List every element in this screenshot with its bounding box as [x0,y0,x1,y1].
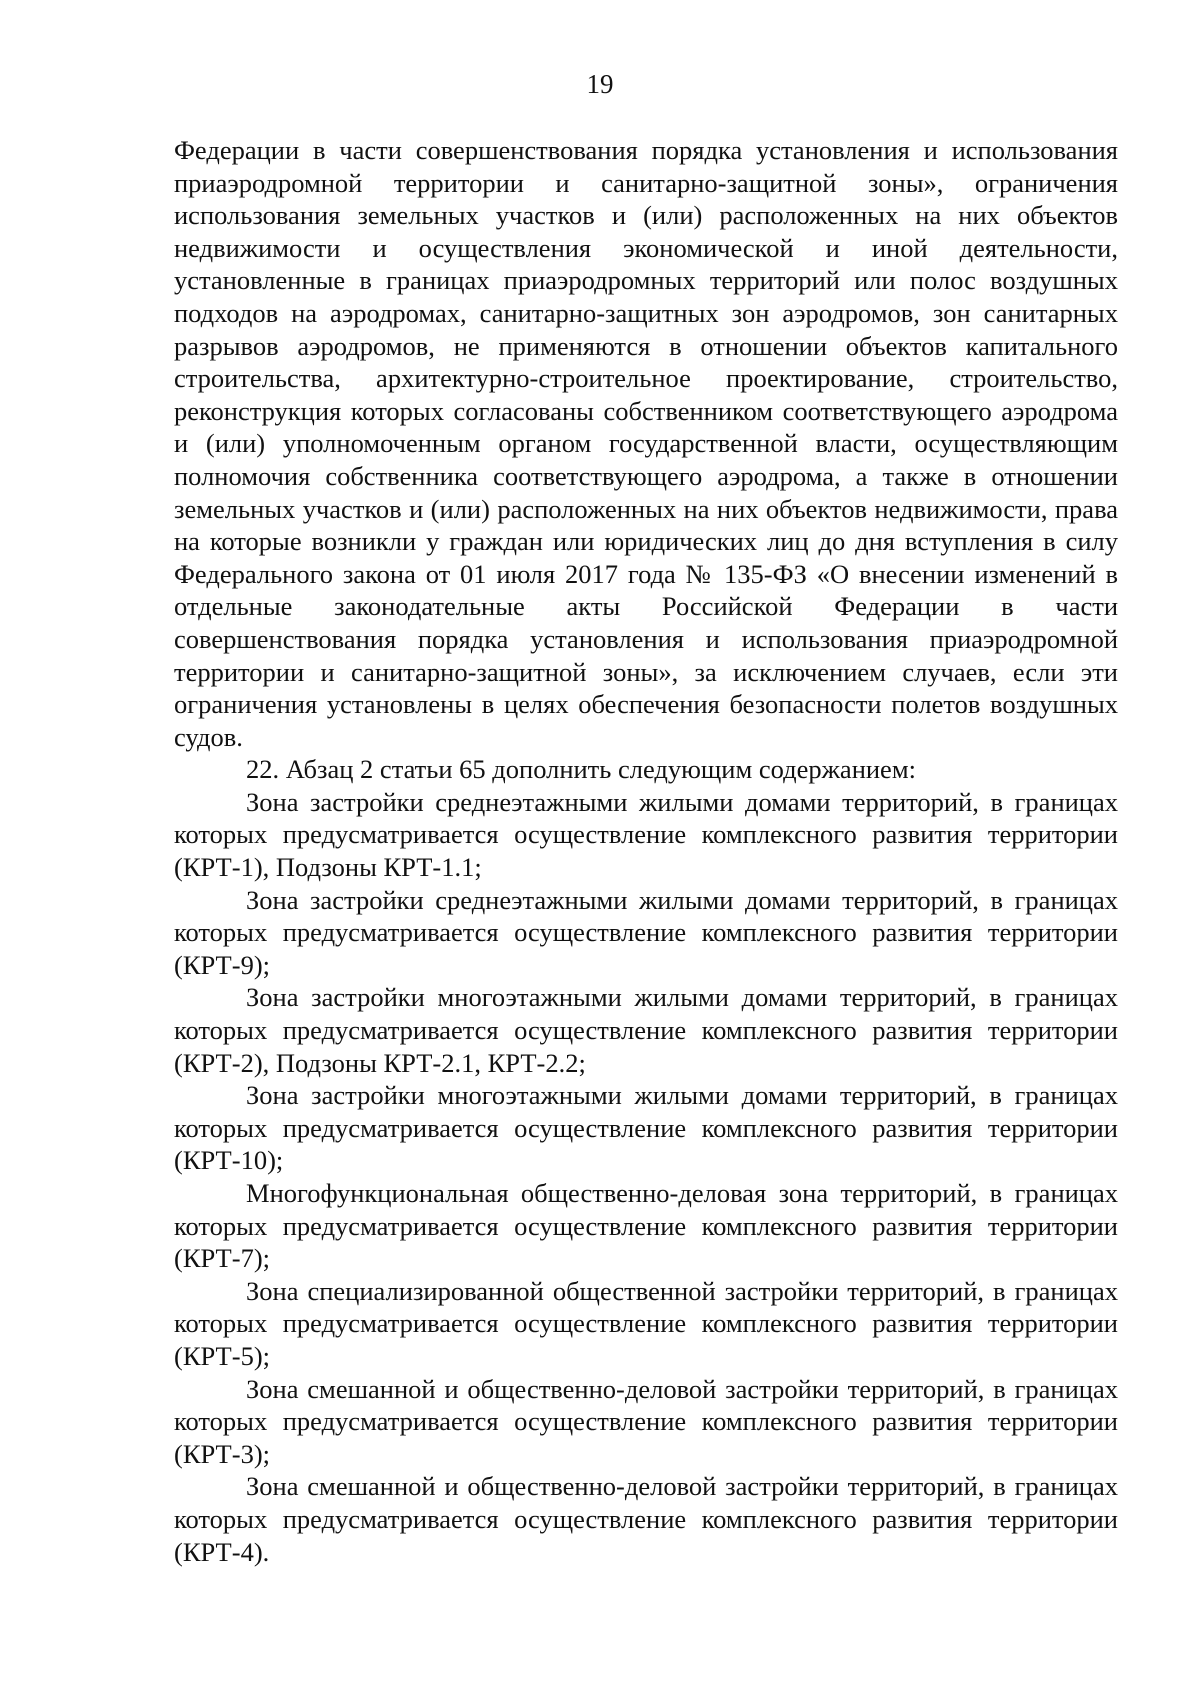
paragraph-zone-krt-3: Зона смешанной и общественно-деловой застройки территорий, в границах которых предусматривается осуществление комплексного развития территории (КРТ-3); [174,1373,1118,1469]
page-number: 19 [586,69,614,99]
paragraph-zone-krt-10: Зона застройки многоэтажными жилыми домами территорий, в границах которых предусматривается осуществление комплексного развития территории (КРТ-10); [174,1080,1118,1176]
paragraph-zone-krt-5: Зона специализированной общественной застройки территорий, в границах которых предусматривается осуществление комплексного развития территории (КРТ-5); [174,1275,1118,1371]
paragraph-zone-krt-2: Зона застройки многоэтажными жилыми домами территорий, в границах которых предусматривается осуществление комплексного развития территории (КРТ-2), Подзоны КРТ-2.1, КРТ-2.2; [174,982,1118,1078]
paragraph-zone-krt-7: Многофункциональная общественно-деловая зона территорий, в границах которых предусматривается осуществление комплексного развития территории (КРТ-7); [174,1178,1118,1274]
paragraph-zone-krt-4: Зона смешанной и общественно-деловой застройки территорий, в границах которых предусматривается осуществление комплексного развития территории (КРТ-4). [174,1471,1118,1567]
paragraph-item-22: 22. Абзац 2 статьи 65 дополнить следующим содержанием: [246,754,916,785]
paragraph-zone-krt-1: Зона застройки среднеэтажными жилыми домами территорий, в границах которых предусматривается осуществление комплексного развития территории (КРТ-1), Подзоны КРТ-1.1; [174,786,1118,883]
paragraph-continuation: Федерации в части совершенствования порядка установления и использования приаэродромной территории и санитарно-защитной зоны», ограничения использования земельных участков и (или) расположенных на них объектов недвижимости и осуществления экономической и иной деятельности, установленные в границах приаэродромных территорий или полос воздушных подходов на аэродромах, санитарно-защитных зон аэродромов, зон санитарных разрывов аэродромов, не применяются в отношении объектов капитального строительства, архитектурно-строительное проектирование, строительство, реконструкция которых согласованы собственником соответствующего аэродрома и (или) уполномоченным органом государственной власти, осуществляющим полномочия собственника соответствующего аэродрома, а также в отношении земельных участков и (или) расположенных на них объектов недвижимости, права на которые возникли у граждан или юридических лиц до дня вступления в силу Федерального закона от 01 июля 2017 года № 135-ФЗ «О внесении изменений в отдельные законодательные акты Российской Федерации в части совершенствования порядка установления и использования приаэродромной территории и санитарно-защитной зоны», за исключением случаев, если эти ограничения установлены в целях обеспечения безопасности полетов воздушных судов. [174,135,1118,752]
paragraph-zone-krt-9: Зона застройки среднеэтажными жилыми домами территорий, в границах которых предусматривается осуществление комплексного развития территории (КРТ-9); [174,884,1118,980]
document-body [174,134,1118,1568]
